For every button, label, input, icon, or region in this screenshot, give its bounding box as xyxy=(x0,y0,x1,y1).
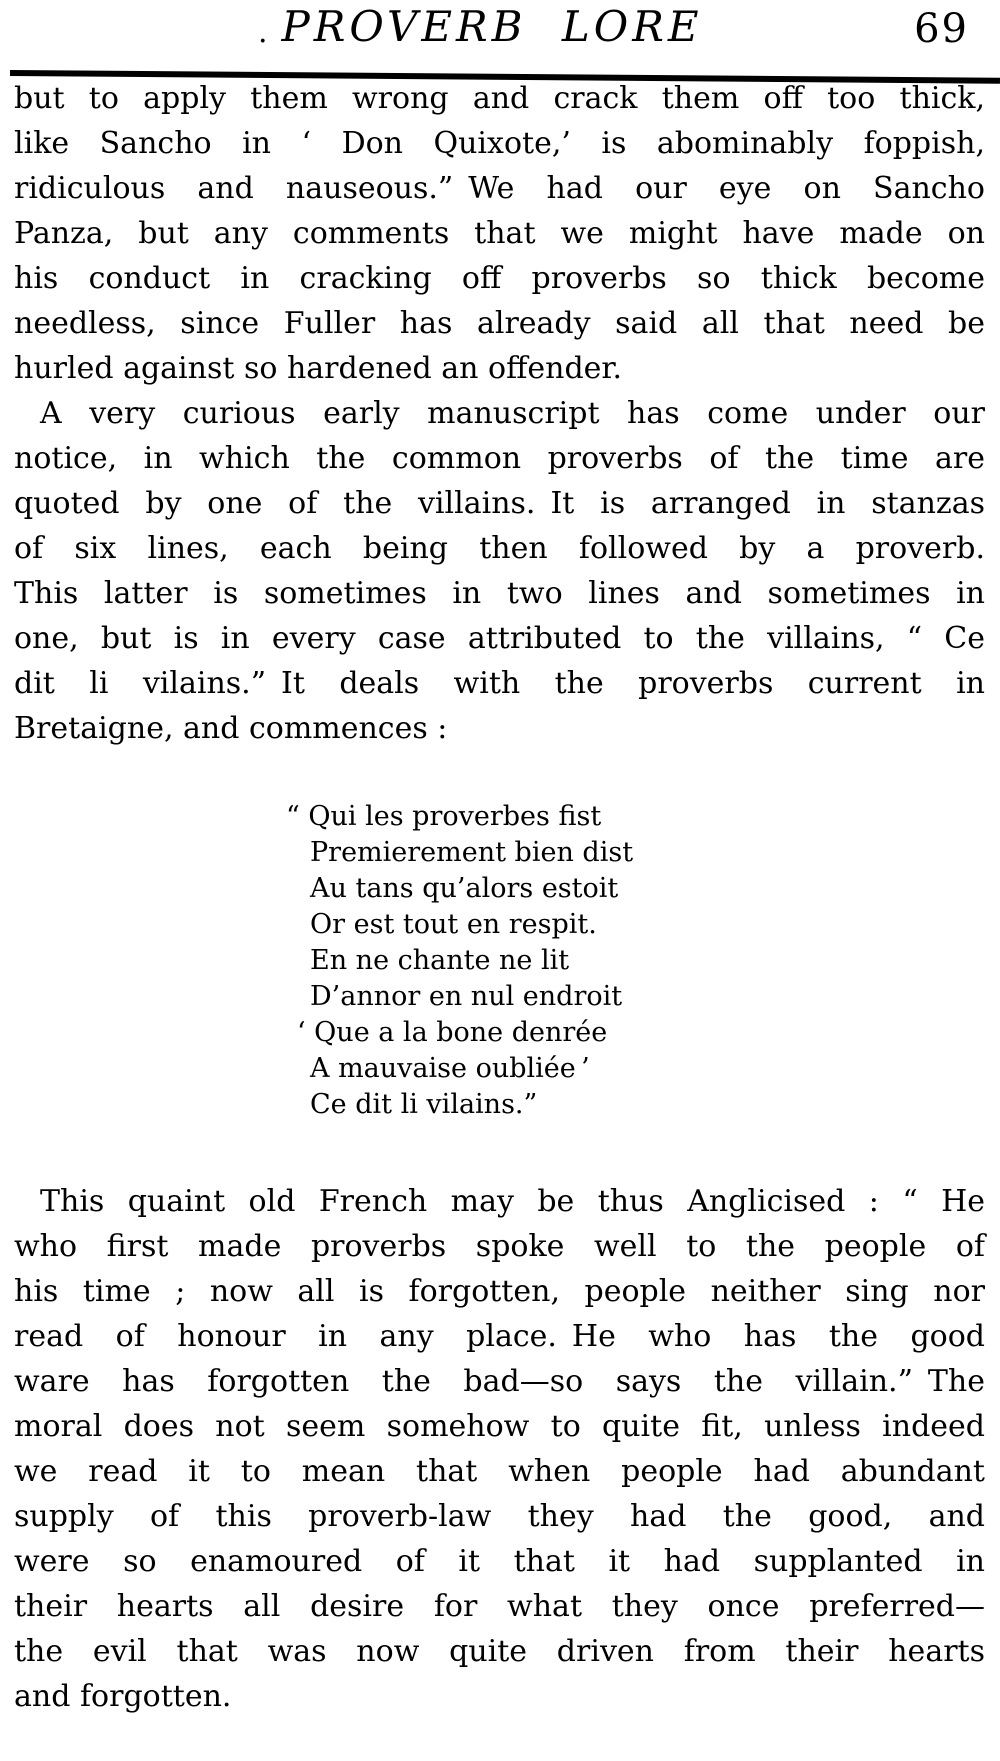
text-line: like Sancho in ‘ Don Quixote,’ is abominably foppish, xyxy=(14,126,985,161)
title-mark: · xyxy=(258,24,268,59)
text-line: supply of this proverb-law they had the good, and xyxy=(14,1499,985,1534)
text-line: ‘ Que a la bone denrée xyxy=(297,1017,608,1048)
text-line: “ Qui les proverbes fist xyxy=(286,801,602,832)
text-line: A very curious early manuscript has come under our xyxy=(40,396,985,431)
text-line: were so enamoured of it that it had supplanted in xyxy=(14,1544,985,1579)
text-line: En ne chante ne lit xyxy=(310,945,570,976)
text-line: Panza, but any comments that we might have made on xyxy=(14,216,985,251)
page-header xyxy=(14,0,985,62)
text-line: ridiculous and nauseous.” We had our eye on Sancho xyxy=(14,171,985,206)
text-line: needless, since Fuller has already said all that need be xyxy=(14,306,985,341)
text-line: but to apply them wrong and crack them off too thick, xyxy=(14,81,985,116)
text-line: hurled against so hardened an offender. xyxy=(14,351,622,386)
text-line: quoted by one of the villains. It is arranged in stanzas xyxy=(14,486,985,521)
text-line: one, but is in every case attributed to the villains, “ Ce xyxy=(14,621,985,656)
verse-block xyxy=(286,799,985,1123)
text-line: who first made proverbs spoke well to the people of xyxy=(14,1229,985,1264)
paragraph-translation xyxy=(14,1179,985,1719)
text-line: Ce dit li vilains.” xyxy=(310,1089,538,1120)
text-line: D’annor en nul endroit xyxy=(310,981,623,1012)
text-line: we read it to mean that when people had abundant xyxy=(14,1454,985,1489)
text-line: read of honour in any place. He who has the good xyxy=(14,1319,985,1354)
text-line: Premierement bien dist xyxy=(310,837,634,868)
paragraph-continuation xyxy=(14,76,985,391)
text-line: notice, in which the common proverbs of the time are xyxy=(14,441,985,476)
text-line: the evil that was now quite driven from their hearts xyxy=(14,1634,985,1669)
text-line: This latter is sometimes in two lines and sometimes in xyxy=(14,576,985,611)
page-number: 69 xyxy=(914,6,969,52)
text-line: Au tans qu’alors estoit xyxy=(310,873,619,904)
text-line: ware has forgotten the bad—so says the villain.” The xyxy=(14,1364,985,1399)
paragraph-manuscript xyxy=(14,391,985,751)
text-line: A mauvaise oubliée ’ xyxy=(310,1053,590,1084)
text-line: dit li vilains.” It deals with the proverbs current in xyxy=(14,666,985,701)
text-line: Or est tout en respit. xyxy=(310,909,597,940)
text-line: This quaint old French may be thus Anglicised : “ He xyxy=(40,1184,985,1219)
text-line: their hearts all desire for what they once preferred— xyxy=(14,1589,985,1624)
text-line: his time ; now all is forgotten, people neither sing nor xyxy=(14,1274,985,1309)
text-line: and forgotten. xyxy=(14,1679,232,1714)
page-title: PROVERB LORE xyxy=(281,2,703,51)
text-line: of six lines, each being then followed by a proverb. xyxy=(14,531,985,566)
text-line: his conduct in cracking off proverbs so thick become xyxy=(14,261,985,296)
text-line: Bretaigne, and commences : xyxy=(14,711,448,746)
text-line: moral does not seem somehow to quite fit, unless indeed xyxy=(14,1409,985,1444)
